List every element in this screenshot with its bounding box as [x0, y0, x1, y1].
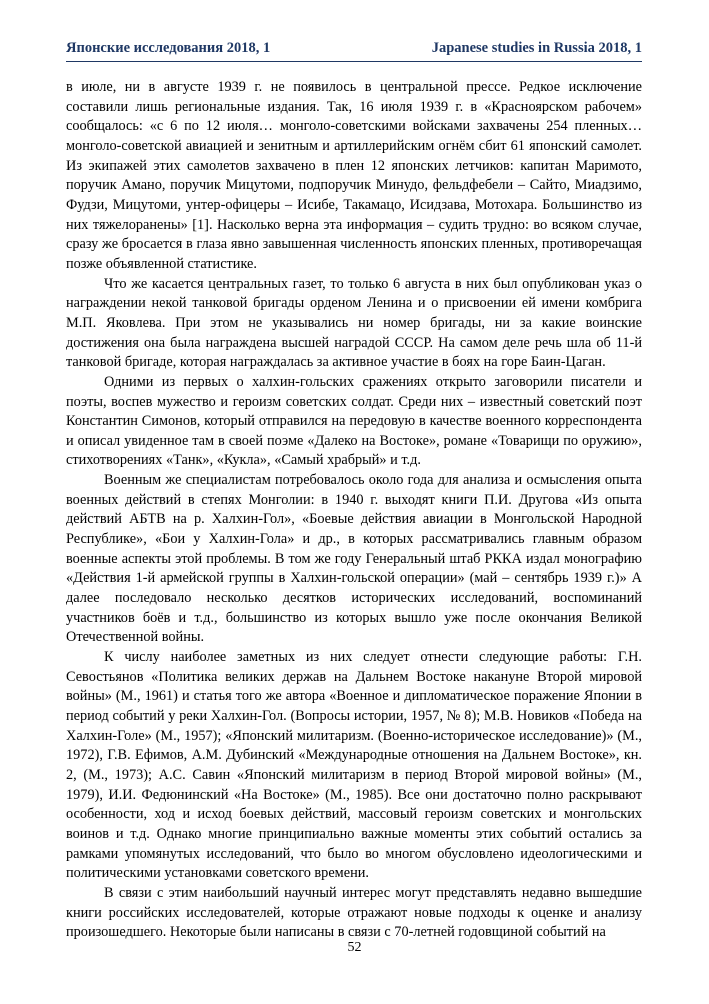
paragraph-continued: в июле, ни в августе 1939 г. не появилось в центральной прессе. Редкое исключение составили лишь региональные издания. Так, 16 июля 1939 г. в «Красноярском рабочем» сообщалось: «с 6 по 12 июля… монголо-советскими войсками захвачены 254 пленных… монголо-советской авиацией и зенитным и артиллерийским огнём сбит 61 японский самолет. Из экипажей этих самолетов захвачено в плен 12 японских летчиков: капитан Маримото, поручик Амано, поручик Мицутоми, подпоручик Минудо, фельдфебели – Сайто, Миадзимо, Фудзи, Мицутоми, унтер-офицеры – Исибе, Такамацо, Исидзава, Мотохара. Большинство из них тяжелоранены» [1]. Насколько верна эта информация – судить трудно: во всяком случае, сразу же бросается в глаза явно завышенная численность японских пленных, противоречащая позже объявленной статистике. — [66, 79, 642, 272]
paragraph: В связи с этим наибольший научный интерес могут представлять недавно вышедшие книги российских исследователей, которые отражают новые подходы к оценке и анализу произошедшего. Некоторые были написаны в связи с 70-летней годовщиной событий на — [66, 884, 642, 941]
article-body — [66, 78, 642, 943]
journal-title-ru: Японские исследования 2018, 1 — [66, 40, 271, 56]
journal-title-en: Japanese studies in Russia 2018, 1 — [431, 40, 642, 56]
paragraph: Что же касается центральных газет, то только 6 августа в них был опубликован указ о награждении некой танковой бригады орденом Ленина и о присвоении ей имени комбрига М.П. Яковлева. При этом не указывались ни номер бригады, ни за какие воинские достижения она была награждена высшей наградой СССР. На самом деле речь шла об 11-й танковой бригаде, которая награждалась за активное участие в боях на горе Баин-Цаган. — [66, 275, 642, 371]
paragraph: Военным же специалистам потребовалось около года для анализа и осмысления опыта военных действий в степях Монголии: в 1940 г. выходят книги П.И. Другова «Из опыта действий АБТВ на р. Халхин-Гол», «Боевые действия авиации в Монгольской Народной Республике», «Бои у Халхин-Гола» и др., в которых рассматривались главным образом военные аспекты этой проблемы. В том же году Генеральный штаб РККА издал монографию «Действия 1-й армейской группы в Халхин-гольской операции» (май – сентябрь 1939 г.)» А далее последовало несколько десятков исторических исследований, воспоминаний участников боёв и т.д., большинство из которых вышло уже после окончания Великой Отечественной войны. — [66, 472, 642, 646]
running-header — [66, 40, 642, 64]
header-rule — [66, 61, 642, 62]
paragraph: Одними из первых о халхин-гольских сражениях открыто заговорили писатели и поэты, воспев мужество и героизм советских солдат. Среди них – известный советский поэт Константин Симонов, который отправился на передовую в качестве военного корреспондента и описал увиденное там в своей поэме «Далеко на Востоке», романе «Товарищи по оружию», стихотворениях «Танк», «Кукла», «Самый храбрый» и т.д. — [66, 373, 642, 469]
page-number: 52 — [347, 940, 362, 955]
paragraph: К числу наиболее заметных из них следует отнести следующие работы: Г.Н. Севостьянов «Политика великих держав на Дальнем Востоке накануне Второй мировой войны» (М., 1961) и статья того же автора «Военное и дипломатическое поражение Японии в период событий у реки Халхин-Гол. (Вопросы истории, 1957, № 8); М.В. Новиков «Победа на Халхин-Голе» (М., 1957); «Японский милитаризм. (Военно-историческое исследование)» (М., 1972), Г.В. Ефимов, А.М. Дубинский «Международные отношения на Дальнем Востоке», кн. 2, (М., 1973); А.С. Савин «Японский милитаризм в период Второй мировой войны» (М., 1979), И.И. Федюнинский «На Востоке» (М., 1985). Все они достаточно полно раскрывают особенности, ход и исход боевых действий, массовый героизм советских и монгольских воинов и т.д. Однако многие принципиально важные моменты этих событий остались за рамками упомянутых исследований, что было во многом обусловлено идеологическими и политическими установками советского времени. — [66, 649, 642, 882]
